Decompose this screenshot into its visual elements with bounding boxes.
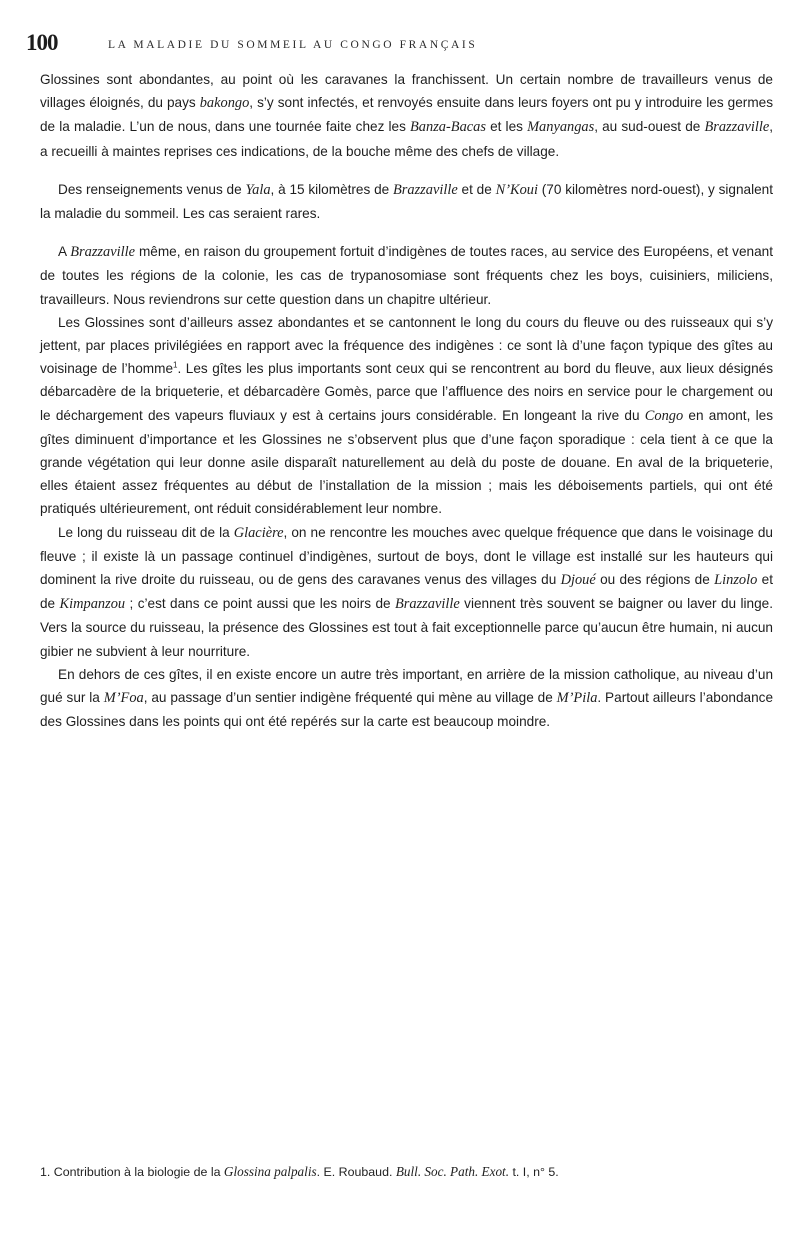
italic-term: Glossina palpalis	[223, 1164, 317, 1179]
text-run: et de	[457, 181, 496, 197]
text-run: et les	[485, 119, 528, 135]
footnote-marker: 1	[173, 360, 178, 370]
italic-term: Yala	[245, 181, 271, 198]
text-run: , s’y sont infectés, et renvoyés ensuite dans leurs foyers ont pu y introduire les germes de la maladie. L’un de nous, dans une tournée faite chez les	[40, 95, 773, 135]
text-run: Le long du ruisseau dit de la	[58, 524, 234, 540]
text-run: et de	[40, 572, 773, 612]
italic-term: Linzolo	[714, 572, 758, 589]
text-run: . E. Roubaud.	[316, 1165, 396, 1179]
italic-term: Glacière	[233, 524, 284, 541]
paragraph-2	[40, 178, 773, 225]
text-run: En dehors de ces gîtes, il en existe encore un autre très important, en arrière de la mission catholique, au niveau d’un gué sur la	[40, 666, 773, 706]
italic-term: Brazzaville	[70, 244, 136, 261]
text-run: , au passage d’un sentier indigène fréquenté qui mène au village de	[143, 690, 557, 706]
text-run: ; c’est dans ce point aussi que les noirs de	[125, 596, 395, 612]
text-run: même, en raison du groupement fortuit d’indigènes de toutes races, au service des Européens, et venant de toutes les régions de la colonie, les cas de trypanosomiase sont fréquents chez les boys, cuisiniers, miliciens, travailleurs. Nous reviendrons sur cette question dans un chapitre ultérieur.	[40, 244, 773, 307]
italic-term: Manyangas	[527, 119, 595, 136]
paragraph-6	[40, 663, 773, 734]
text-run: , on ne rencontre les mouches avec quelque fréquence que dans le voisinage du fleuve ; il existe là un passage continuel d’indigènes, surtout de boys, dont le village est installé sur les hauteurs qui dominent la rive droite du ruisseau, ou de gens des caravanes venus des villages du	[40, 524, 773, 588]
text-run: Les Glossines sont d’ailleurs assez abondantes et se cantonnent le long du cours du fleuve ou des ruisseaux qui s’y jettent, par places privilégiées en rapport avec la fréquence des indigènes : ce sont là d’une façon typique des gîtes au voisinage de l’homme	[40, 314, 773, 377]
italic-term: bakongo	[199, 95, 250, 112]
italic-term: Brazzaville	[395, 596, 460, 613]
text-run: Glossines sont abondantes, au point où les caravanes la franchissent. Un certain nombre de travailleurs venus de villages éloignés, du pays	[40, 72, 773, 111]
page-header	[26, 28, 776, 62]
paragraph-4	[40, 311, 773, 521]
italic-term: Banza-Bacas	[410, 119, 486, 136]
text-run: , à 15 kilomètres de	[270, 181, 393, 197]
text-run: (70 kilomètres nord-ouest), y signalent la maladie du sommeil. Les cas seraient rares.	[40, 181, 774, 222]
italic-term: Brazzaville	[704, 119, 770, 136]
running-head: LA MALADIE DU SOMMEIL AU CONGO FRANÇAIS	[108, 39, 478, 51]
text-run: Des renseignements venus de	[58, 181, 246, 197]
paragraph-3	[40, 240, 773, 311]
text-run: t. I, n° 5.	[509, 1165, 559, 1179]
text-run: . Les gîtes les plus importants sont ceux qui se rencontrent au bord du fleuve, aux lieux désignés débarcadère de la briqueterie, et débarcadère Gomès, parce que l’affluence des noirs en service pour le chargement ou le déchargement des vapeurs fluviaux y est à certains jours considérable. En longeant la rive du	[40, 361, 773, 423]
italic-term: Kimpanzou	[59, 596, 126, 613]
italic-term: M’Pila	[556, 690, 598, 707]
footnote	[40, 1164, 773, 1180]
italic-term: M’Foa	[103, 690, 144, 707]
text-run: A	[58, 244, 71, 260]
paragraph-5	[40, 521, 773, 663]
body-text	[40, 68, 773, 733]
italic-term: Congo	[644, 407, 684, 424]
text-run: ou des régions de	[595, 572, 715, 588]
text-run: viennent très souvent se baigner ou laver du linge. Vers la source du ruisseau, la présence des Glossines est tout à fait exceptionnelle parce qu’aucun être humain, ni aucun gibier ne subvient à leur nourriture.	[40, 596, 773, 659]
paragraph-1	[40, 68, 773, 163]
italic-term: N’Koui	[495, 181, 538, 198]
text-run: . Partout ailleurs l’abondance des Glossines dans les points qui ont été repérés sur la carte est beaucoup moindre.	[40, 690, 774, 730]
page-number: 100	[26, 30, 58, 55]
italic-term: Djoué	[560, 572, 596, 589]
text-run: , a recueilli à maintes reprises ces indications, de la bouche même des chefs de village.	[40, 119, 774, 159]
italic-term: Brazzaville	[393, 181, 458, 198]
italic-term: Bull. Soc. Path. Exot.	[395, 1164, 510, 1179]
text-run: en amont, les gîtes diminuent d’importance et les Glossines ne s’observent plus que d’une façon sporadique : cela tient à ce que la grande végétation qui leur donne asile disparaît naturellement au delà du poste de douane. En aval de la briqueterie, elles étaient assez fréquentes au début de l’installation de la mission ; mais les déboisements partiels, qui ont été pratiqués ultérieurement, ont réduit considérablement leur nombre.	[40, 407, 773, 517]
text-run: , au sud-ouest de	[594, 119, 705, 135]
text-run: 1. Contribution à la biologie de la	[40, 1165, 224, 1179]
